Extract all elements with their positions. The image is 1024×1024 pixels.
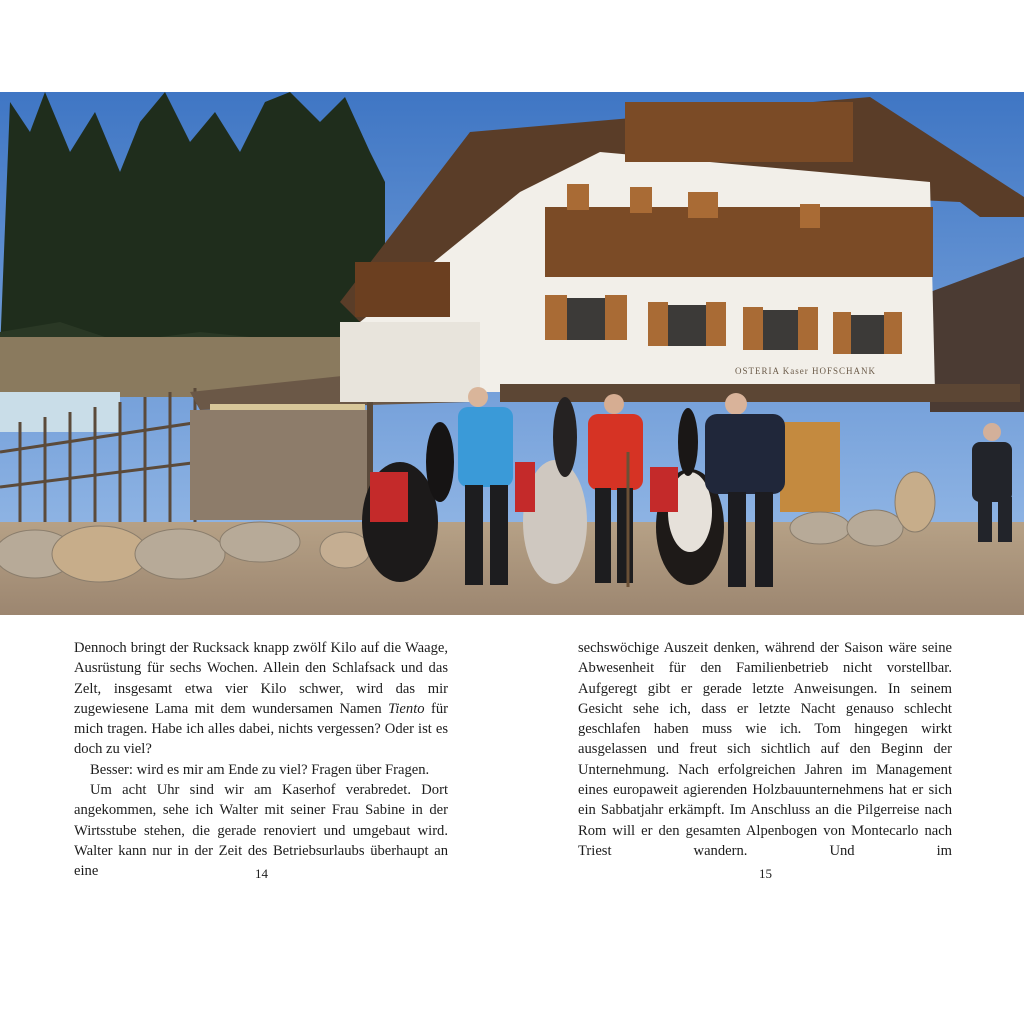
snow-patch (0, 392, 120, 432)
llama-name: Tiento (388, 700, 425, 717)
paragraph-2: Besser: wird es mir am Ende zu viel? Fragen über Fragen. (90, 761, 430, 778)
paragraph-1-start: Dennoch bringt der Rucksack knapp zwölf Kilo auf die Waage, Ausrüstung für sechs Wochen. Allein den Schlafsack und das Zelt, insgesamt etwa vier Kilo schwer, wird das mir zugewiesene Lama mit dem wundersamen Namen (74, 640, 448, 717)
page-number-right: 15 (759, 866, 772, 881)
house-sign: OSTERIA Kaser HOFSCHANK (735, 366, 877, 376)
paragraph-continued: sechswöchige Auszeit denken, während der Saison wäre seine Abwesenheit für den Familienbetrieb nicht vorstellbar. Aufgeregt gibt er gerade letzte Anweisungen. In seinem Gesicht sehe ich, dass er letzte Nacht genauso schlecht geschlafen haben muss wie ich. Tom hingegen wirkt ausgelassen und freut sich sichtlich auf den Beginn der Unternehmung. Nach erfolgreichen Jahren im Management eines europaweit agierenden Holzbauunternehmens hat er sich ein Sabbatjahr erkämpft. Im Anschluss an die Pilgerreise nach Rom will er den gesamten Alpenbogen von Montecarlo nach Triest wandern. Und im (578, 640, 952, 859)
right-page-text (578, 638, 952, 861)
paragraph-1-end: für mich tragen. Habe ich alles dabei, nichts vergessen? Oder ist es doch zu viel? (74, 700, 448, 758)
page-number-left: 14 (255, 866, 268, 881)
left-page-text (74, 638, 448, 882)
photo-farmhouse-llamas (0, 92, 1024, 615)
paragraph-3: Um acht Uhr sind wir am Kaserhof verabredet. Dort angekommen, sehe ich Walter mit seiner Frau Sabine in der Wirtsstube stehen, die gerade renoviert und umgebaut wird. Walter kann nur in der Zeit des Betriebsurlaubs überhaupt an eine (74, 782, 448, 880)
paragraph-1 (74, 638, 448, 760)
